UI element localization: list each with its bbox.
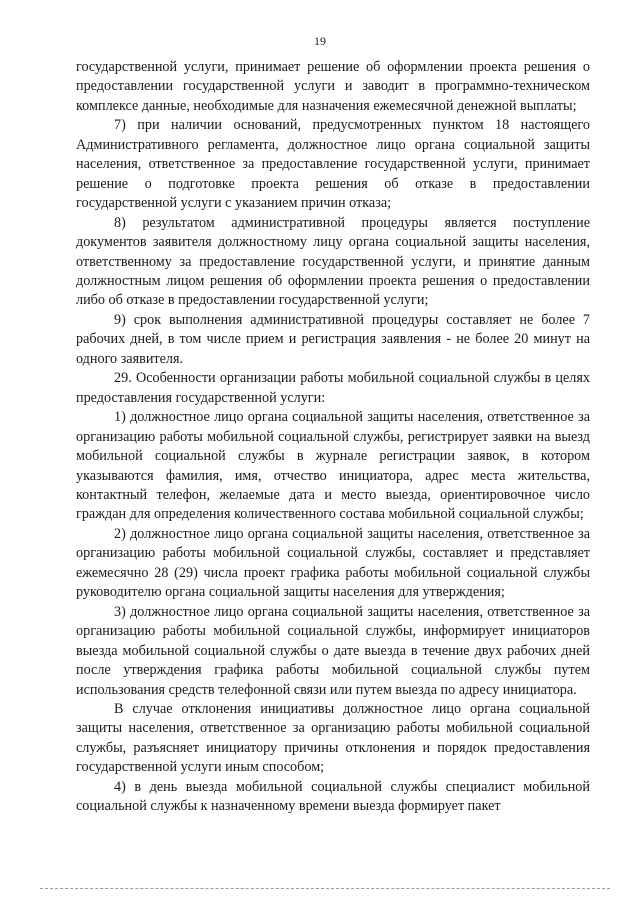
paragraph-continuation: государственной услуги, принимает решение об оформлении проекта решения о предоставлении государственной услуги и заводит в программно-техническом комплексе данные, необходимые для назначения ежемесячной денежной выплаты; [76,59,590,114]
paragraph-section-29-item-1: 1) должностное лицо органа социальной защиты населения, ответственное за организацию работы мобильной социальной службы, регистрирует заявки на выезд мобильной социальной службы в журнале регистрации заявок, в котором указываются фамилия, имя, отчество инициатора, адрес места жительства, контактный телефон, желаемые дата и место выезда, ориентировочное число граждан для определения количественного состава мобильной социальной службы; [76,409,590,523]
paragraph-rejection-note: В случае отклонения инициативы должностное лицо органа социальной защиты населения, ответственное за организацию работы мобильной социальной службы, разъясняет инициатору причины отклонения и порядок предоставления государственной услуги иным способом; [76,700,590,776]
page-bottom-divider [40,888,610,889]
paragraph-item-7: 7) при наличии оснований, предусмотренных пунктом 18 настоящего Административного регламента, должностное лицо органа социальной защиты населения, ответственное за предоставление государственной услуги, принимает решение о подготовке проекта решения об отказе в предоставлении государственной услуги с указанием причин отказа; [76,117,590,212]
paragraph-section-29-item-4: 4) в день выезда мобильной социальной службы специалист мобильной социальной службы к назначенному времени выезда формирует пакет [76,778,590,815]
paragraph-item-9: 9) срок выполнения административной процедуры составляет не более 7 рабочих дней, в том числе прием и регистрация заявления - не более 20 минут на одного заявителя. [76,311,590,367]
paragraph-section-29-item-3: 3) должностное лицо органа социальной защиты населения, ответственное за организацию работы мобильной социальной службы, информирует инициаторов выезда мобильной социальной службы о дате выезда в течение двух рабочих дней после утверждения графика работы мобильной социальной службы путем использования средств телефонной связи или путем выезда по адресу инициатора. [76,603,590,698]
paragraph-section-29: 29. Особенности организации работы мобильной социальной службы в целях предоставления государственной услуги: [76,370,590,406]
paragraph-section-29-item-2: 2) должностное лицо органа социальной защиты населения, ответственное за организацию работы мобильной социальной службы, составляет и представляет ежемесячно 28 (29) числа проект графика работы мобильной социальной службы руководителю органа социальной защиты населения для утверждения; [76,525,590,601]
document-body [76,58,590,817]
paragraph-item-8: 8) результатом административной процедуры является поступление документов заявителя должностному лицу органа социальной защиты населения, ответственному за предоставление государственной услуги, и принятие данным должностным лицом решения об оформлении проекта решения о предоставлении либо об отказе в предоставлении государственной услуги; [76,214,590,309]
page-number: 19 [314,34,326,48]
